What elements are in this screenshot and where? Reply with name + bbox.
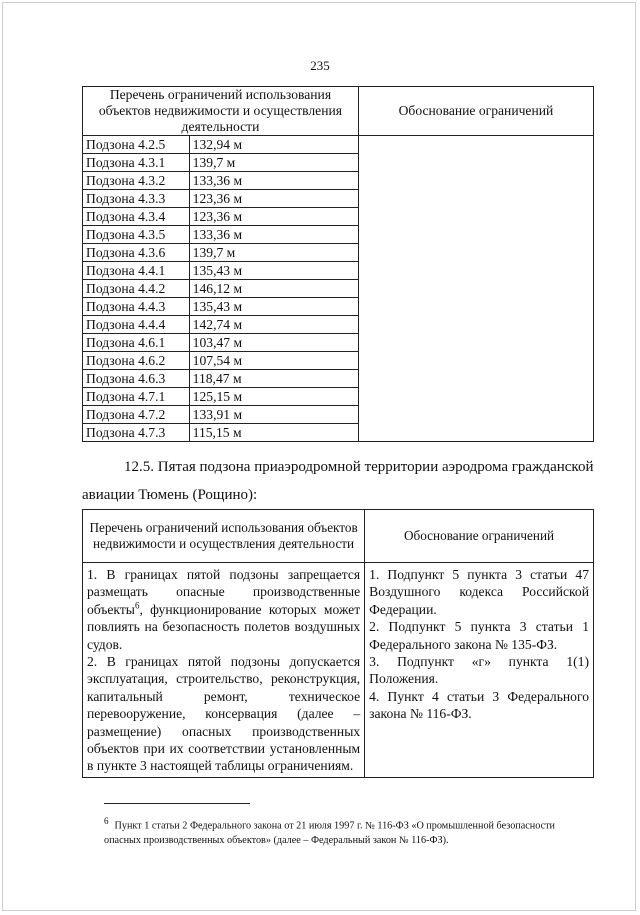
subzone-name: Подзона 4.2.5 (83, 136, 190, 154)
subzone-name: Подзона 4.4.1 (83, 262, 190, 280)
subzone-height: 146,12 м (189, 280, 358, 298)
subzone-height: 125,15 м (189, 388, 358, 406)
subzone-height: 123,36 м (189, 190, 358, 208)
restriction-paragraph-1: 1. В границах пятой подзоны запрещается размещать опасные производственные объекты$^6$, функционирование которых может повлиять на безопасность полетов воздушных судов. (87, 567, 361, 652)
subzone-name: Подзона 4.4.2 (83, 280, 190, 298)
table-header-row (83, 510, 594, 563)
justification-item: 2. Подпункт 5 пункта 3 статьи 1 Федерального закона № 135-ФЗ. (369, 619, 589, 652)
header-justification: Обоснование ограничений (365, 510, 594, 563)
justification-cell (365, 563, 594, 778)
table-row (83, 563, 594, 778)
footnote-marker: 6 (104, 816, 109, 826)
subzone-name: Подзона 4.4.3 (83, 298, 190, 316)
table-row (83, 136, 594, 154)
subzone-height: 132,94 м (189, 136, 358, 154)
header-justification: Обоснование ограничений (358, 87, 593, 136)
header-restrictions-list: Перечень ограничений использования объектов недвижимости и осуществления деятельности (83, 510, 365, 563)
subzone-name: Подзона 4.6.2 (83, 352, 190, 370)
subzone-height: 133,36 м (189, 226, 358, 244)
subzone-height: 107,54 м (189, 352, 358, 370)
page-number: 235 (310, 58, 330, 73)
subzone-name: Подзона 4.3.1 (83, 154, 190, 172)
footnote-ref[interactable]: 6 (134, 600, 140, 611)
footnote-separator (104, 803, 250, 804)
subzone-name: Подзона 4.7.3 (83, 424, 190, 442)
restriction-paragraph-2: 2. В границах пятой подзоны допускается эксплуатация, строительство, реконструкция, капитальный ремонт, техническое перевооружение, консервация (далее – размещение) опасных производственных объектов при их соответствии установленным в пункте 3 настоящей таблицы ограничениям. (87, 654, 361, 774)
subzone-name: Подзона 4.3.6 (83, 244, 190, 262)
subzone-height: 115,15 м (189, 424, 358, 442)
table-header-row (83, 87, 594, 136)
section-heading-line1: 12.5. Пятая подзона приаэродромной территории аэродрома гражданской (124, 459, 594, 475)
subzone-height: 123,36 м (189, 208, 358, 226)
justification-item: 1. Подпункт 5 пункта 3 статьи 47 Воздушного кодекса Российской Федерации. (369, 567, 589, 617)
subzone-height: 135,43 м (189, 298, 358, 316)
justification-item: 3. Подпункт «г» пункта 1(1) Положения. (369, 654, 589, 687)
subzone-height: 118,47 м (189, 370, 358, 388)
subzone-name: Подзона 4.3.2 (83, 172, 190, 190)
justification-item: 4. Пункт 4 статьи 3 Федерального закона № 116-ФЗ. (369, 688, 589, 722)
justification-cell (358, 136, 593, 442)
subzone-name: Подзона 4.6.1 (83, 334, 190, 352)
subzone-name: Подзона 4.3.5 (83, 226, 190, 244)
subzone-height: 135,43 м (189, 262, 358, 280)
footnote (104, 814, 574, 848)
subzone-height: 142,74 м (189, 316, 358, 334)
subzone-height: 133,36 м (189, 172, 358, 190)
subzone-height: 139,7 м (189, 244, 358, 262)
subzone-height: 103,47 м (189, 334, 358, 352)
subzone-height: 139,7 м (189, 154, 358, 172)
subzone-name: Подзона 4.4.4 (83, 316, 190, 334)
subzone-height: 133,91 м (189, 406, 358, 424)
fifth-subzone-table (82, 509, 594, 778)
footnote-text: Пункт 1 статьи 2 Федерального закона от 21 июля 1997 г. № 116-ФЗ «О промышленной безопасности опасных производственных объектов» (далее – Федеральный закон № 116-ФЗ). (104, 820, 556, 847)
subzone-name: Подзона 4.7.1 (83, 388, 190, 406)
height-restrictions-table (82, 86, 594, 442)
restrictions-cell (83, 563, 365, 778)
subzone-name: Подзона 4.7.2 (83, 406, 190, 424)
header-restrictions-list: Перечень ограничений использования объектов недвижимости и осуществления деятельности (83, 87, 359, 136)
subzone-name: Подзона 4.3.3 (83, 190, 190, 208)
subzone-name: Подзона 4.6.3 (83, 370, 190, 388)
section-heading-line2: авиации Тюмень (Рощино): (82, 487, 258, 503)
subzone-name: Подзона 4.3.4 (83, 208, 190, 226)
